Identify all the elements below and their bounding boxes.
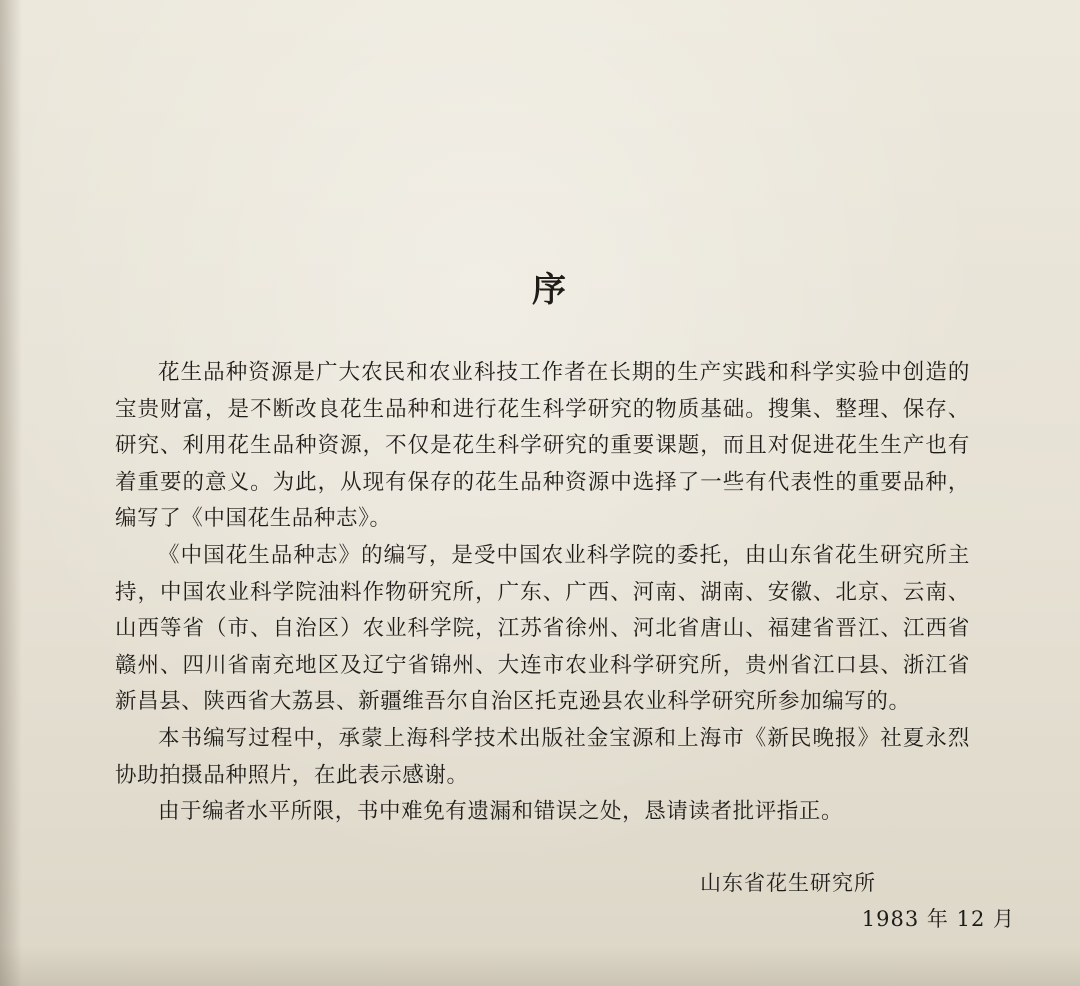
signature-organization: 山东省花生研究所 — [700, 871, 876, 895]
paragraph-2: 《中国花生品种志》的编写，是受中国农业科学院的委托，由山东省花生研究所主持，中国农业科学院油料作物研究所，广东、广西、河南、湖南、安徽、北京、云南、山西等省（市、自治区）农业科学院，江苏省徐州、河北省唐山、福建省晋江、江西省赣州、四川省南充地区及辽宁省锦州、大连市农业科学研究所，贵州省江口县、浙江省新昌县、陕西省大荔县、新疆维吾尔自治区托克逊县农业科学研究所参加编写的。 — [115, 542, 970, 715]
signature-date: 1983 年 12 月 — [861, 907, 1015, 931]
paragraph-1: 花生品种资源是广大农民和农业科技工作者在长期的生产实践和科学实验中创造的宝贵财富，是不断改良花生品种和进行花生科学研究的物质基础。搜集、整理、保存、研究、利用花生品种资源，不仅是花生科学研究的重要课题，而且对促进花生生产也有着重要的意义。为此，从现有保存的花生品种资源中选择了一些有代表性的重要品种，编写了《中国花生品种志》。 — [115, 360, 970, 532]
paragraph-3: 本书编写过程中，承蒙上海科学技术出版社金宝源和上海市《新民晚报》社夏永烈协助拍摄品种照片，在此表示感谢。 — [115, 725, 970, 788]
page-title: 序 — [532, 270, 568, 310]
preface-body — [115, 355, 970, 831]
page-bottom-shadow — [0, 946, 1080, 986]
paragraph-4: 由于编者水平所限，书中难免有遗漏和错误之处，恳请读者批评指正。 — [158, 799, 844, 825]
page-fold-shadow — [0, 0, 22, 986]
